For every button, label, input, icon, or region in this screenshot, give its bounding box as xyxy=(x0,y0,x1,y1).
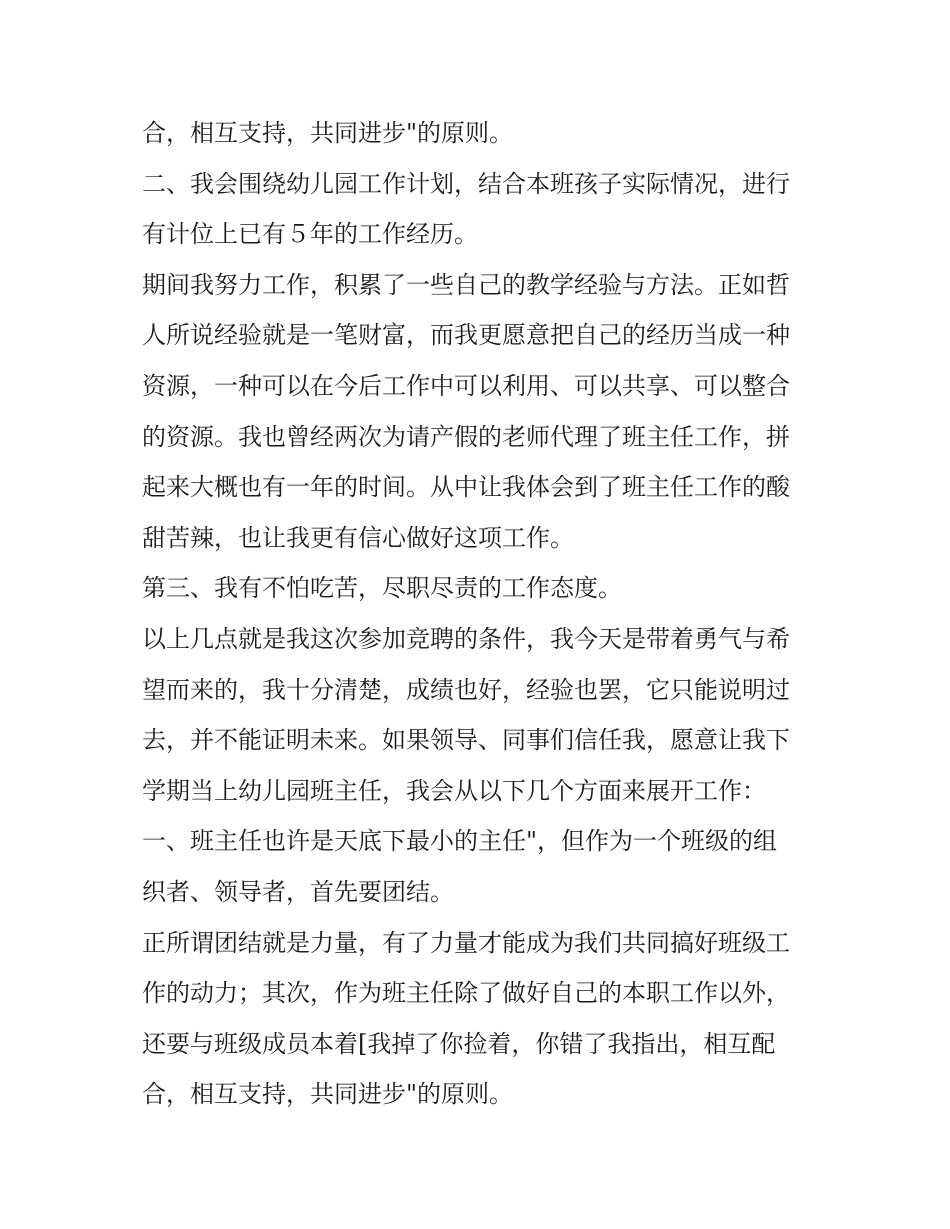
text-line: 资源，一种可以在今后工作中可以利用、可以共享、可以整合 xyxy=(142,371,790,400)
text-line: 望而来的，我十分清楚，成绩也好，经验也罢，它只能说明过 xyxy=(142,675,790,704)
text-line: 的资源。我也曾经两次为请产假的老师代理了班主任工作，拼 xyxy=(142,422,790,451)
text-line: 甜苦辣，也让我更有信心做好这项工作。 xyxy=(142,523,574,552)
text-line: 起来大概也有一年的时间。从中让我体会到了班主任工作的酸 xyxy=(142,473,790,502)
text-line: 还要与班级成员本着[我掉了你捡着，你错了我指出，相互配 xyxy=(142,1029,776,1058)
document-body xyxy=(142,108,822,1120)
text-line: 合，相互支持，共同进步"的原则。 xyxy=(142,119,514,147)
text-line: 二、我会围绕幼儿园工作计划，结合本班孩子实际情况，进行 xyxy=(142,169,790,198)
text-line: 一、班主任也许是天底下最小的主任"，但作为一个班级的组 xyxy=(142,827,778,856)
text-line: 合，相互支持，共同进步"的原则。 xyxy=(142,1080,514,1109)
text-line: 期间我努力工作，积累了一些自己的教学经验与方法。正如哲 xyxy=(142,270,790,299)
text-line: 正所谓团结就是力量，有了力量才能成为我们共同搞好班级工 xyxy=(142,928,790,957)
text-line: 作的动力；其次，作为班主任除了做好自己的本职工作以外， xyxy=(142,979,790,1008)
text-line: 去，并不能证明未来。如果领导、同事们信任我，愿意让我下 xyxy=(142,726,790,755)
text-line: 以上几点就是我这次参加竞聘的条件，我今天是带着勇气与希 xyxy=(142,624,790,653)
text-line: 有计位上已有５年的工作经历。 xyxy=(142,220,478,249)
text-line: 第三、我有不怕吃苦，尽职尽责的工作态度。 xyxy=(142,574,622,603)
text-line: 织者、领导者，首先要团结。 xyxy=(142,877,454,906)
text-line: 学期当上幼儿园班主任，我会从以下几个方面来展开工作： xyxy=(142,776,766,805)
text-line: 人所说经验就是一笔财富，而我更愿意把自己的经历当成一种 xyxy=(142,321,790,350)
